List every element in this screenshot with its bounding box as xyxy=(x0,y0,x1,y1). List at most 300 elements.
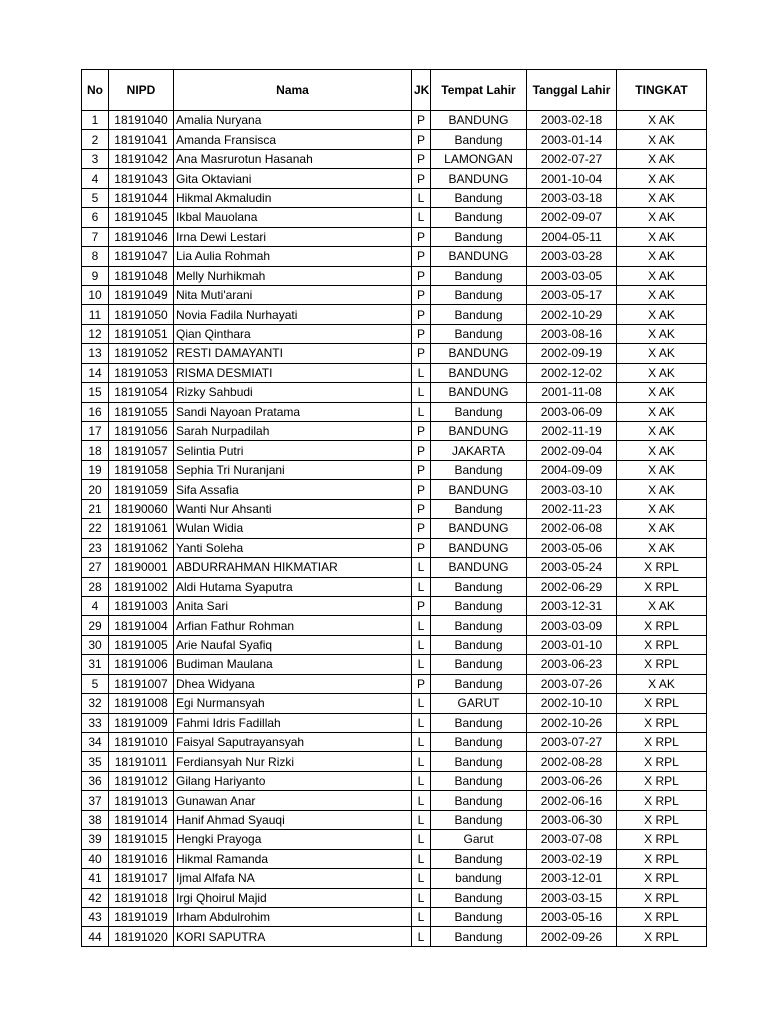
cell-nama: Amanda Fransisca xyxy=(174,130,412,149)
cell-nama: Egi Nurmansyah xyxy=(174,694,412,713)
cell-tingkat: X RPL xyxy=(617,791,707,810)
cell-tanggal-lahir: 2003-06-26 xyxy=(527,771,617,790)
cell-no: 28 xyxy=(82,577,109,596)
table-row xyxy=(82,383,707,402)
cell-nama: Gilang Hariyanto xyxy=(174,771,412,790)
cell-tempat-lahir: Bandung xyxy=(431,324,527,343)
cell-nama: Rizky Sahbudi xyxy=(174,383,412,402)
cell-no: 11 xyxy=(82,305,109,324)
cell-no: 19 xyxy=(82,460,109,479)
cell-no: 6 xyxy=(82,208,109,227)
cell-tempat-lahir: BANDUNG xyxy=(431,558,527,577)
cell-nama: Sandi Nayoan Pratama xyxy=(174,402,412,421)
cell-tanggal-lahir: 2002-11-19 xyxy=(527,422,617,441)
cell-no: 36 xyxy=(82,771,109,790)
cell-no: 12 xyxy=(82,324,109,343)
cell-tempat-lahir: Bandung xyxy=(431,305,527,324)
cell-tingkat: X AK xyxy=(617,111,707,130)
cell-nama: Aldi Hutama Syaputra xyxy=(174,577,412,596)
table-row xyxy=(82,111,707,130)
cell-jk: L xyxy=(412,733,431,752)
cell-tanggal-lahir: 2003-06-30 xyxy=(527,810,617,829)
cell-tingkat: X RPL xyxy=(617,927,707,946)
cell-jk: L xyxy=(412,907,431,926)
cell-nipd: 18191018 xyxy=(109,888,174,907)
cell-nama: Ijmal Alfafa NA xyxy=(174,869,412,888)
table-row xyxy=(82,733,707,752)
table-row xyxy=(82,713,707,732)
cell-jk: P xyxy=(412,266,431,285)
cell-nama: Sifa Assafia xyxy=(174,480,412,499)
cell-nipd: 18191004 xyxy=(109,616,174,635)
cell-tempat-lahir: Bandung xyxy=(431,733,527,752)
cell-jk: L xyxy=(412,849,431,868)
cell-no: 3 xyxy=(82,149,109,168)
cell-tanggal-lahir: 2003-12-31 xyxy=(527,596,617,615)
cell-nama: Melly Nurhikmah xyxy=(174,266,412,285)
table-row xyxy=(82,694,707,713)
cell-nipd: 18191007 xyxy=(109,674,174,693)
cell-tanggal-lahir: 2002-06-08 xyxy=(527,519,617,538)
cell-nipd: 18191010 xyxy=(109,733,174,752)
table-row xyxy=(82,674,707,693)
cell-no: 31 xyxy=(82,655,109,674)
cell-tanggal-lahir: 2003-07-08 xyxy=(527,830,617,849)
cell-no: 35 xyxy=(82,752,109,771)
cell-jk: P xyxy=(412,596,431,615)
header-tingkat: TINGKAT xyxy=(617,70,707,111)
cell-tempat-lahir: Bandung xyxy=(431,596,527,615)
cell-nipd: 18191053 xyxy=(109,363,174,382)
cell-jk: P xyxy=(412,674,431,693)
cell-nama: RESTI DAMAYANTI xyxy=(174,344,412,363)
cell-nama: Amalia Nuryana xyxy=(174,111,412,130)
cell-tingkat: X AK xyxy=(617,402,707,421)
cell-jk: P xyxy=(412,538,431,557)
cell-no: 13 xyxy=(82,344,109,363)
cell-tingkat: X RPL xyxy=(617,752,707,771)
cell-no: 18 xyxy=(82,441,109,460)
cell-tingkat: X RPL xyxy=(617,635,707,654)
cell-nipd: 18191006 xyxy=(109,655,174,674)
cell-tempat-lahir: Bandung xyxy=(431,771,527,790)
cell-nipd: 18191040 xyxy=(109,111,174,130)
cell-tanggal-lahir: 2002-06-16 xyxy=(527,791,617,810)
cell-jk: L xyxy=(412,363,431,382)
cell-nama: Qian Qinthara xyxy=(174,324,412,343)
cell-tempat-lahir: BANDUNG xyxy=(431,111,527,130)
table-row xyxy=(82,538,707,557)
cell-tempat-lahir: JAKARTA xyxy=(431,441,527,460)
cell-no: 29 xyxy=(82,616,109,635)
cell-tempat-lahir: BANDUNG xyxy=(431,344,527,363)
table-row xyxy=(82,344,707,363)
cell-jk: L xyxy=(412,830,431,849)
cell-tingkat: X AK xyxy=(617,480,707,499)
cell-nipd: 18190001 xyxy=(109,558,174,577)
cell-nama: Wulan Widia xyxy=(174,519,412,538)
cell-tempat-lahir: bandung xyxy=(431,869,527,888)
cell-jk: L xyxy=(412,927,431,946)
cell-no: 15 xyxy=(82,383,109,402)
header-tempat-lahir: Tempat Lahir xyxy=(431,70,527,111)
cell-jk: L xyxy=(412,402,431,421)
cell-tempat-lahir: Bandung xyxy=(431,577,527,596)
cell-no: 1 xyxy=(82,111,109,130)
cell-jk: P xyxy=(412,499,431,518)
cell-nama: Gita Oktaviani xyxy=(174,169,412,188)
cell-tanggal-lahir: 2002-09-19 xyxy=(527,344,617,363)
cell-nipd: 18191043 xyxy=(109,169,174,188)
cell-tanggal-lahir: 2003-05-24 xyxy=(527,558,617,577)
cell-tempat-lahir: Bandung xyxy=(431,810,527,829)
cell-tingkat: X AK xyxy=(617,285,707,304)
cell-tanggal-lahir: 2003-02-18 xyxy=(527,111,617,130)
cell-tanggal-lahir: 2002-10-26 xyxy=(527,713,617,732)
cell-nipd: 18191046 xyxy=(109,227,174,246)
table-row xyxy=(82,149,707,168)
table-row xyxy=(82,635,707,654)
cell-tempat-lahir: Bandung xyxy=(431,130,527,149)
cell-tanggal-lahir: 2004-09-09 xyxy=(527,460,617,479)
cell-nama: Yanti Soleha xyxy=(174,538,412,557)
cell-nipd: 18191014 xyxy=(109,810,174,829)
cell-tempat-lahir: BANDUNG xyxy=(431,422,527,441)
cell-tanggal-lahir: 2003-06-23 xyxy=(527,655,617,674)
cell-tanggal-lahir: 2003-03-10 xyxy=(527,480,617,499)
cell-jk: L xyxy=(412,694,431,713)
cell-nama: ABDURRAHMAN HIKMATIAR xyxy=(174,558,412,577)
cell-tingkat: X RPL xyxy=(617,810,707,829)
table-row xyxy=(82,460,707,479)
cell-no: 10 xyxy=(82,285,109,304)
table-row xyxy=(82,363,707,382)
cell-no: 20 xyxy=(82,480,109,499)
cell-no: 38 xyxy=(82,810,109,829)
cell-tingkat: X AK xyxy=(617,383,707,402)
cell-jk: P xyxy=(412,305,431,324)
table-row xyxy=(82,849,707,868)
cell-tanggal-lahir: 2003-05-17 xyxy=(527,285,617,304)
cell-jk: P xyxy=(412,519,431,538)
cell-nipd: 18190060 xyxy=(109,499,174,518)
cell-nama: Budiman Maulana xyxy=(174,655,412,674)
table-row xyxy=(82,305,707,324)
table-row xyxy=(82,907,707,926)
cell-tempat-lahir: Bandung xyxy=(431,208,527,227)
cell-nama: Arfian Fathur Rohman xyxy=(174,616,412,635)
table-row xyxy=(82,208,707,227)
cell-tingkat: X AK xyxy=(617,247,707,266)
cell-nipd: 18191050 xyxy=(109,305,174,324)
table-row xyxy=(82,169,707,188)
cell-no: 42 xyxy=(82,888,109,907)
cell-tingkat: X AK xyxy=(617,460,707,479)
cell-nama: Arie Naufal Syafiq xyxy=(174,635,412,654)
cell-no: 5 xyxy=(82,188,109,207)
cell-tempat-lahir: Bandung xyxy=(431,499,527,518)
cell-nipd: 18191012 xyxy=(109,771,174,790)
cell-tanggal-lahir: 2003-03-18 xyxy=(527,188,617,207)
cell-tanggal-lahir: 2004-05-11 xyxy=(527,227,617,246)
cell-no: 14 xyxy=(82,363,109,382)
cell-tempat-lahir: Bandung xyxy=(431,460,527,479)
table-row xyxy=(82,130,707,149)
table-row xyxy=(82,791,707,810)
cell-jk: L xyxy=(412,791,431,810)
table-row xyxy=(82,869,707,888)
header-nama: Nama xyxy=(174,70,412,111)
cell-tempat-lahir: Garut xyxy=(431,830,527,849)
table-row xyxy=(82,266,707,285)
cell-nipd: 18191041 xyxy=(109,130,174,149)
cell-tempat-lahir: BANDUNG xyxy=(431,480,527,499)
cell-nipd: 18191052 xyxy=(109,344,174,363)
cell-tempat-lahir: Bandung xyxy=(431,402,527,421)
cell-no: 4 xyxy=(82,596,109,615)
student-table xyxy=(81,69,707,947)
cell-jk: L xyxy=(412,188,431,207)
table-row xyxy=(82,830,707,849)
header-tanggal-lahir: Tanggal Lahir xyxy=(527,70,617,111)
cell-tanggal-lahir: 2003-07-27 xyxy=(527,733,617,752)
cell-no: 32 xyxy=(82,694,109,713)
cell-nipd: 18191059 xyxy=(109,480,174,499)
cell-nama: Hanif Ahmad Syauqi xyxy=(174,810,412,829)
cell-jk: L xyxy=(412,655,431,674)
cell-tingkat: X AK xyxy=(617,499,707,518)
cell-no: 40 xyxy=(82,849,109,868)
cell-tingkat: X AK xyxy=(617,188,707,207)
cell-tingkat: X AK xyxy=(617,149,707,168)
table-row xyxy=(82,402,707,421)
cell-nama: Faisyal Saputrayansyah xyxy=(174,733,412,752)
cell-nipd: 18191008 xyxy=(109,694,174,713)
cell-jk: P xyxy=(412,344,431,363)
table-row xyxy=(82,422,707,441)
cell-jk: L xyxy=(412,810,431,829)
cell-nama: Dhea Widyana xyxy=(174,674,412,693)
cell-tingkat: X AK xyxy=(617,344,707,363)
table-row xyxy=(82,285,707,304)
cell-nama: Selintia Putri xyxy=(174,441,412,460)
cell-nama: Irgi Qhoirul Majid xyxy=(174,888,412,907)
table-row xyxy=(82,927,707,946)
cell-tempat-lahir: BANDUNG xyxy=(431,538,527,557)
cell-nipd: 18191042 xyxy=(109,149,174,168)
cell-tempat-lahir: Bandung xyxy=(431,713,527,732)
cell-tanggal-lahir: 2003-08-16 xyxy=(527,324,617,343)
cell-no: 22 xyxy=(82,519,109,538)
cell-no: 23 xyxy=(82,538,109,557)
cell-tanggal-lahir: 2002-11-23 xyxy=(527,499,617,518)
cell-jk: P xyxy=(412,149,431,168)
cell-no: 43 xyxy=(82,907,109,926)
cell-nama: Irna Dewi Lestari xyxy=(174,227,412,246)
cell-nama: Fahmi Idris Fadillah xyxy=(174,713,412,732)
cell-tingkat: X RPL xyxy=(617,558,707,577)
cell-nipd: 18191011 xyxy=(109,752,174,771)
cell-tanggal-lahir: 2002-08-28 xyxy=(527,752,617,771)
cell-tanggal-lahir: 2002-09-07 xyxy=(527,208,617,227)
cell-no: 16 xyxy=(82,402,109,421)
cell-tingkat: X RPL xyxy=(617,830,707,849)
cell-nipd: 18191062 xyxy=(109,538,174,557)
cell-jk: L xyxy=(412,383,431,402)
cell-nama: Anita Sari xyxy=(174,596,412,615)
cell-jk: L xyxy=(412,558,431,577)
cell-tempat-lahir: Bandung xyxy=(431,907,527,926)
cell-no: 34 xyxy=(82,733,109,752)
cell-nama: Irham Abdulrohim xyxy=(174,907,412,926)
cell-jk: P xyxy=(412,285,431,304)
cell-no: 27 xyxy=(82,558,109,577)
cell-nipd: 18191058 xyxy=(109,460,174,479)
cell-tingkat: X RPL xyxy=(617,694,707,713)
cell-tempat-lahir: Bandung xyxy=(431,888,527,907)
cell-tingkat: X RPL xyxy=(617,888,707,907)
cell-tempat-lahir: GARUT xyxy=(431,694,527,713)
cell-nama: RISMA DESMIATI xyxy=(174,363,412,382)
table-row xyxy=(82,324,707,343)
cell-nama: Hengki Prayoga xyxy=(174,830,412,849)
cell-nama: Ikbal Mauolana xyxy=(174,208,412,227)
cell-tingkat: X RPL xyxy=(617,907,707,926)
cell-no: 37 xyxy=(82,791,109,810)
cell-no: 39 xyxy=(82,830,109,849)
cell-tempat-lahir: Bandung xyxy=(431,752,527,771)
cell-tingkat: X RPL xyxy=(617,869,707,888)
cell-jk: L xyxy=(412,752,431,771)
cell-tempat-lahir: Bandung xyxy=(431,266,527,285)
cell-tanggal-lahir: 2002-09-04 xyxy=(527,441,617,460)
cell-nipd: 18191057 xyxy=(109,441,174,460)
cell-tanggal-lahir: 2002-07-27 xyxy=(527,149,617,168)
table-header xyxy=(82,70,707,111)
cell-no: 21 xyxy=(82,499,109,518)
cell-jk: P xyxy=(412,169,431,188)
header-jk: JK xyxy=(412,70,431,111)
table-row xyxy=(82,188,707,207)
cell-tingkat: X AK xyxy=(617,130,707,149)
cell-tingkat: X AK xyxy=(617,305,707,324)
cell-nipd: 18191051 xyxy=(109,324,174,343)
table-row xyxy=(82,441,707,460)
cell-tanggal-lahir: 2003-01-14 xyxy=(527,130,617,149)
cell-tanggal-lahir: 2003-03-09 xyxy=(527,616,617,635)
cell-no: 33 xyxy=(82,713,109,732)
cell-tempat-lahir: Bandung xyxy=(431,285,527,304)
cell-tingkat: X RPL xyxy=(617,849,707,868)
cell-nipd: 18191016 xyxy=(109,849,174,868)
cell-tanggal-lahir: 2003-02-19 xyxy=(527,849,617,868)
cell-nama: Wanti Nur Ahsanti xyxy=(174,499,412,518)
cell-jk: P xyxy=(412,460,431,479)
cell-jk: P xyxy=(412,324,431,343)
cell-nipd: 18191013 xyxy=(109,791,174,810)
cell-tingkat: X RPL xyxy=(617,616,707,635)
cell-jk: L xyxy=(412,771,431,790)
cell-nipd: 18191019 xyxy=(109,907,174,926)
cell-tingkat: X AK xyxy=(617,227,707,246)
cell-jk: L xyxy=(412,635,431,654)
cell-nama: Nita Muti'arani xyxy=(174,285,412,304)
header-nipd: NIPD xyxy=(109,70,174,111)
table-row xyxy=(82,752,707,771)
table-row xyxy=(82,655,707,674)
cell-jk: L xyxy=(412,616,431,635)
cell-nama: Novia Fadila Nurhayati xyxy=(174,305,412,324)
cell-tanggal-lahir: 2002-09-26 xyxy=(527,927,617,946)
cell-tanggal-lahir: 2003-07-26 xyxy=(527,674,617,693)
cell-tingkat: X RPL xyxy=(617,577,707,596)
cell-tanggal-lahir: 2002-10-29 xyxy=(527,305,617,324)
cell-jk: P xyxy=(412,247,431,266)
cell-no: 30 xyxy=(82,635,109,654)
cell-tempat-lahir: BANDUNG xyxy=(431,519,527,538)
cell-tempat-lahir: LAMONGAN xyxy=(431,149,527,168)
cell-tempat-lahir: Bandung xyxy=(431,791,527,810)
cell-nipd: 18191020 xyxy=(109,927,174,946)
cell-nama: Sarah Nurpadilah xyxy=(174,422,412,441)
cell-tempat-lahir: Bandung xyxy=(431,188,527,207)
table-row xyxy=(82,480,707,499)
cell-tanggal-lahir: 2003-03-15 xyxy=(527,888,617,907)
cell-tempat-lahir: Bandung xyxy=(431,227,527,246)
table-row xyxy=(82,227,707,246)
cell-nipd: 18191056 xyxy=(109,422,174,441)
cell-nama: Sephia Tri Nuranjani xyxy=(174,460,412,479)
cell-tempat-lahir: Bandung xyxy=(431,616,527,635)
cell-jk: P xyxy=(412,480,431,499)
cell-no: 9 xyxy=(82,266,109,285)
cell-tempat-lahir: Bandung xyxy=(431,927,527,946)
cell-tanggal-lahir: 2002-12-02 xyxy=(527,363,617,382)
cell-tingkat: X AK xyxy=(617,519,707,538)
cell-tanggal-lahir: 2003-03-05 xyxy=(527,266,617,285)
cell-tanggal-lahir: 2001-11-08 xyxy=(527,383,617,402)
cell-jk: L xyxy=(412,713,431,732)
cell-nama: Lia Aulia Rohmah xyxy=(174,247,412,266)
cell-no: 4 xyxy=(82,169,109,188)
table-body xyxy=(82,111,707,947)
table-row xyxy=(82,519,707,538)
cell-tempat-lahir: BANDUNG xyxy=(431,363,527,382)
cell-tingkat: X AK xyxy=(617,324,707,343)
cell-tanggal-lahir: 2002-06-29 xyxy=(527,577,617,596)
cell-nama: Hikmal Akmaludin xyxy=(174,188,412,207)
cell-nipd: 18191045 xyxy=(109,208,174,227)
cell-nipd: 18191054 xyxy=(109,383,174,402)
cell-no: 5 xyxy=(82,674,109,693)
cell-tingkat: X AK xyxy=(617,538,707,557)
cell-nipd: 18191017 xyxy=(109,869,174,888)
cell-jk: P xyxy=(412,130,431,149)
cell-nipd: 18191002 xyxy=(109,577,174,596)
cell-tempat-lahir: Bandung xyxy=(431,849,527,868)
cell-tingkat: X AK xyxy=(617,441,707,460)
cell-nipd: 18191049 xyxy=(109,285,174,304)
cell-tanggal-lahir: 2003-01-10 xyxy=(527,635,617,654)
cell-tanggal-lahir: 2003-03-28 xyxy=(527,247,617,266)
cell-tingkat: X AK xyxy=(617,674,707,693)
cell-tempat-lahir: BANDUNG xyxy=(431,383,527,402)
table-row xyxy=(82,810,707,829)
cell-tingkat: X AK xyxy=(617,169,707,188)
table-row xyxy=(82,596,707,615)
cell-tempat-lahir: Bandung xyxy=(431,635,527,654)
table-row xyxy=(82,616,707,635)
